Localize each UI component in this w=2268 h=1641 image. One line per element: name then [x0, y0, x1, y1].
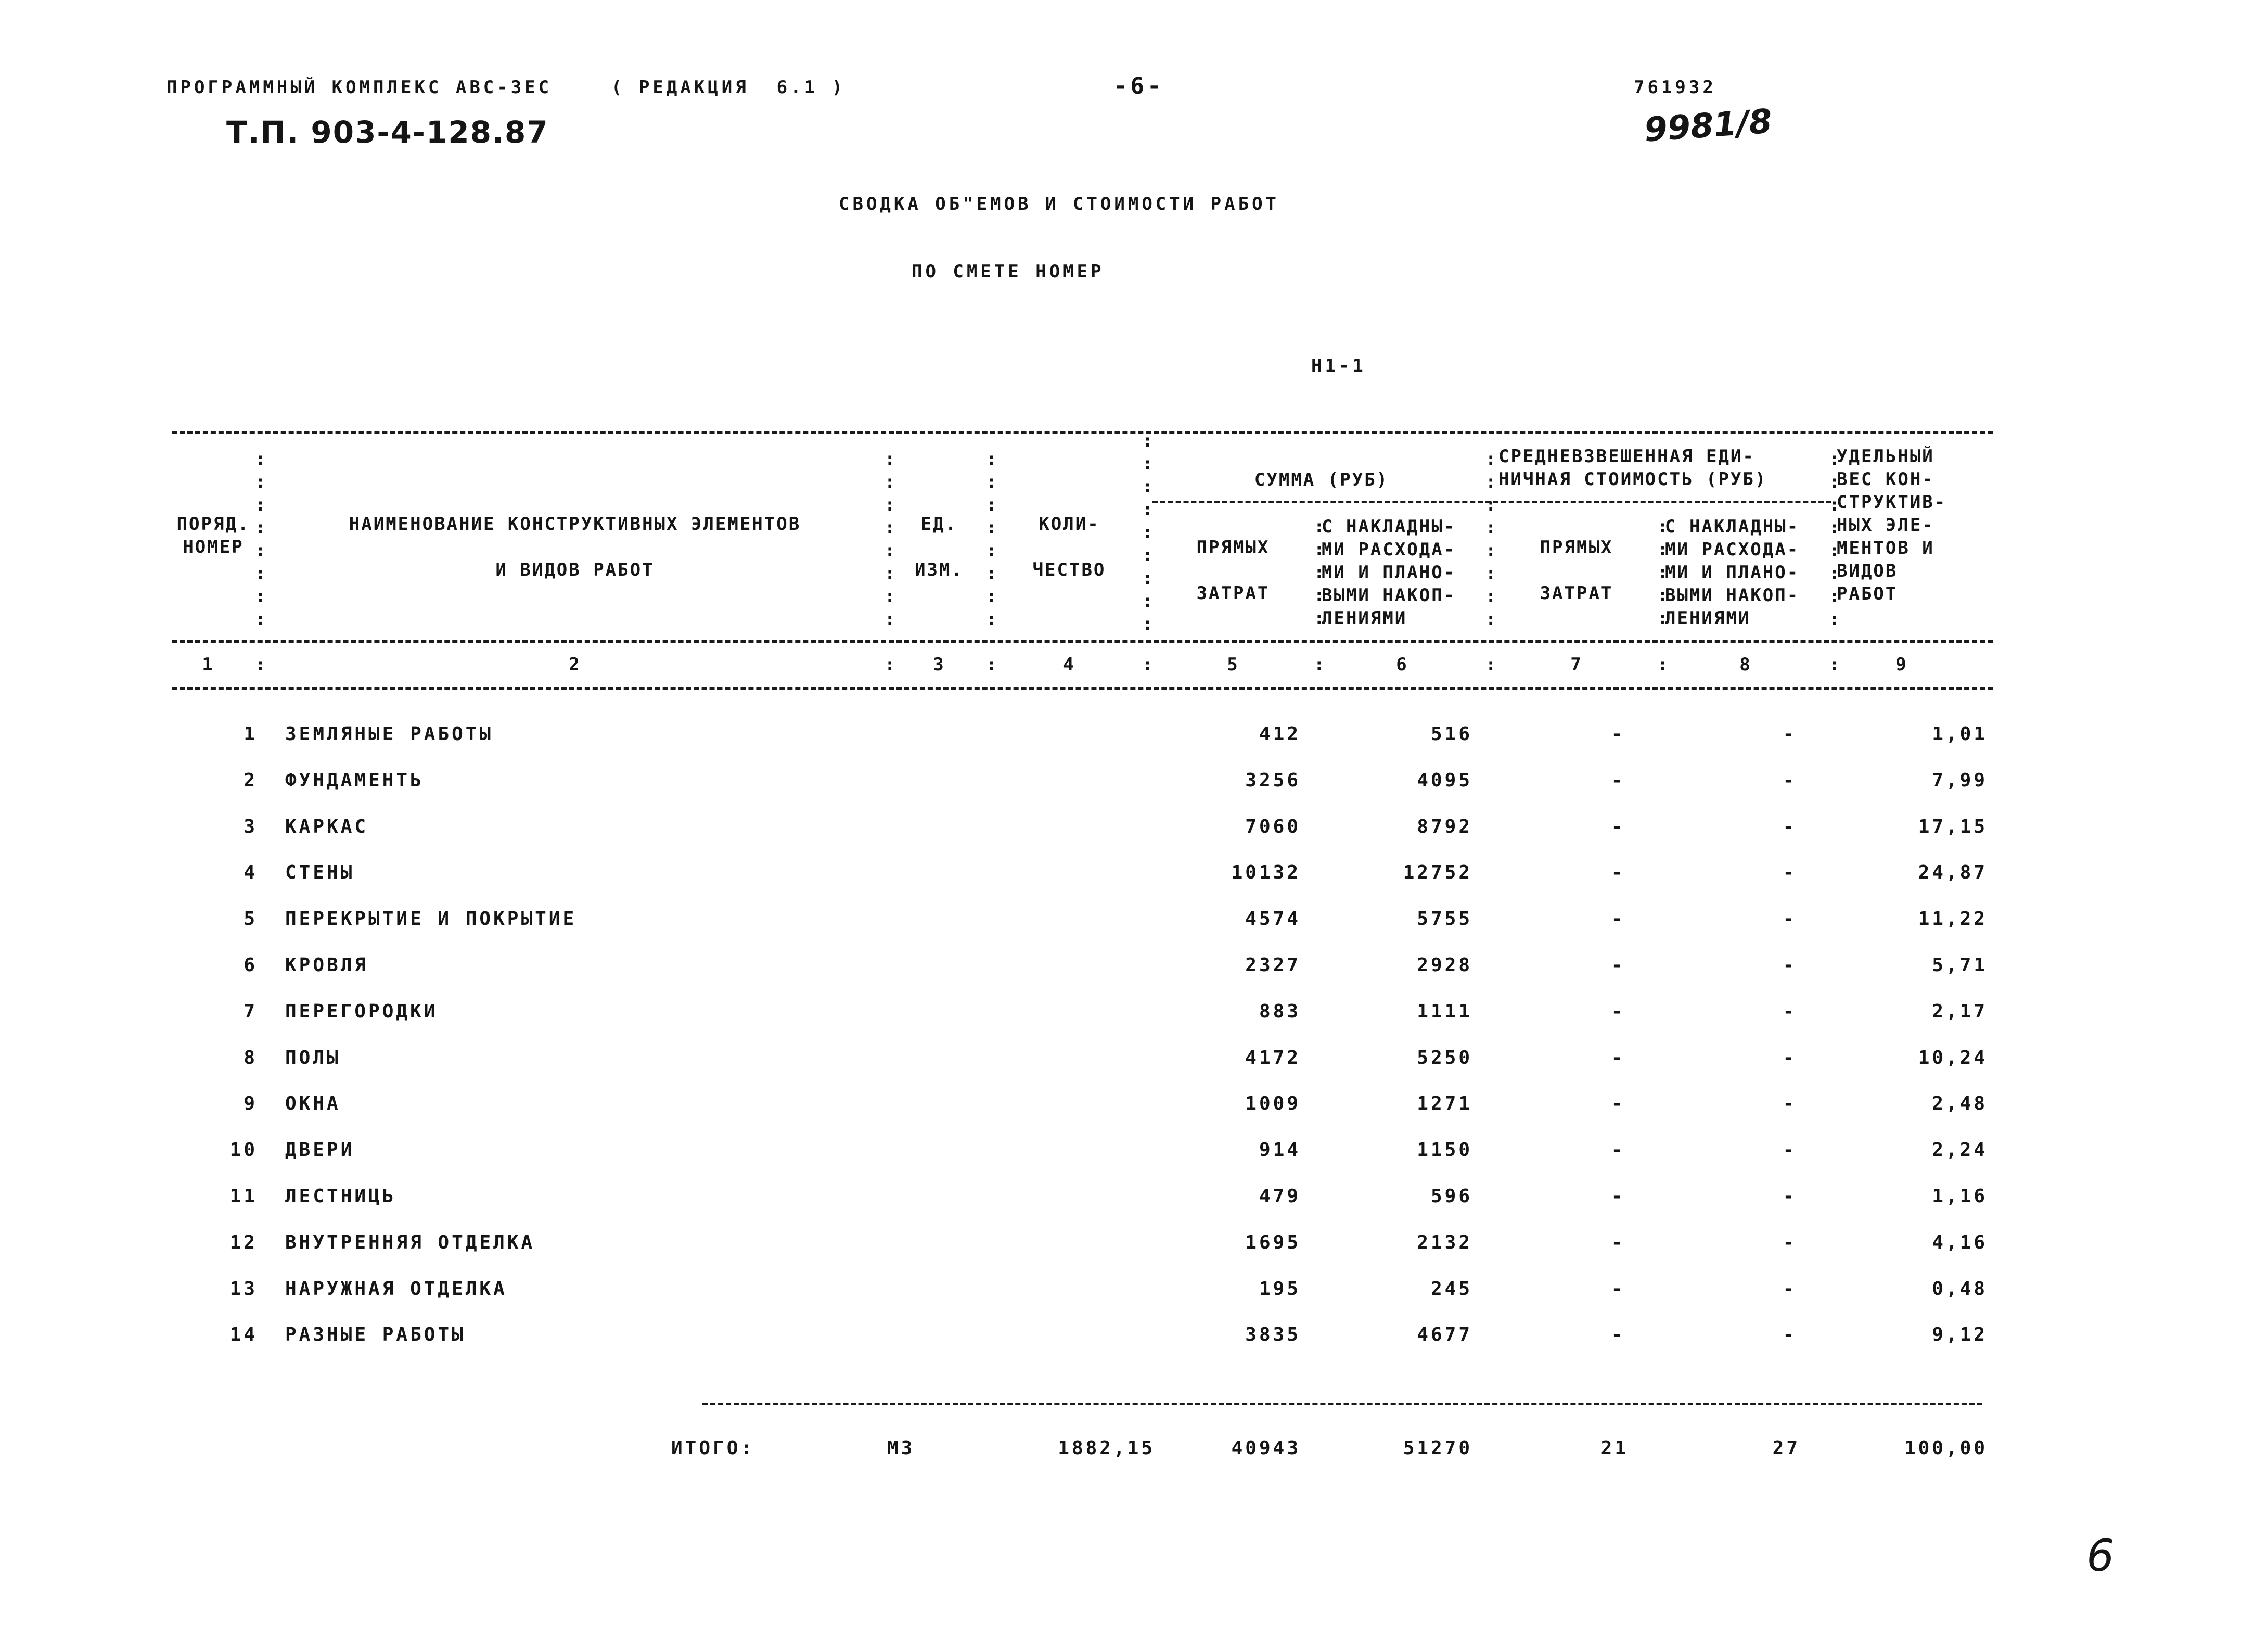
table-row	[0, 1186, 2268, 1217]
row-direct: 1695	[1245, 1232, 1301, 1253]
row-direct: 2327	[1245, 955, 1301, 976]
header-sum-group: СУММА (РУБ)	[1254, 469, 1389, 490]
header-avg-direct: ПРЯМЫХ ЗАТРАТ	[1540, 537, 1613, 604]
total-rule	[702, 1403, 1982, 1405]
row-direct: 3835	[1245, 1324, 1301, 1345]
total-quantity: 1882,15	[1058, 1438, 1155, 1459]
colnum-6: 6	[1396, 654, 1408, 675]
colnum-3: 3	[933, 654, 945, 675]
row-name: РАЗНЫЕ РАБОТЫ	[285, 1324, 466, 1345]
row-overhead: 4095	[1417, 770, 1472, 791]
group-sum-rule	[1152, 501, 1491, 503]
row-avg-overhead: -	[1783, 1278, 1797, 1300]
row-number: 12	[229, 1232, 258, 1253]
total-direct: 40943	[1231, 1438, 1301, 1459]
page-mark: -6-	[1113, 73, 1164, 99]
row-overhead: 2132	[1417, 1232, 1472, 1253]
row-name: ФУНДАМЕНТЬ	[285, 770, 424, 791]
row-direct: 412	[1259, 723, 1301, 745]
row-direct: 3256	[1245, 770, 1301, 791]
divider-7: : : : : :	[1657, 516, 1668, 629]
row-direct: 195	[1259, 1278, 1301, 1300]
row-avg-direct: -	[1611, 723, 1625, 745]
row-overhead: 1150	[1417, 1139, 1472, 1161]
row-share: 11,22	[1918, 908, 1988, 930]
table-row	[0, 1324, 2268, 1355]
row-avg-overhead: -	[1783, 908, 1797, 930]
row-name: КАРКАС	[285, 816, 369, 837]
header-bottom-rule	[172, 640, 1993, 643]
row-direct: 883	[1259, 1001, 1301, 1022]
row-name: НАРУЖНАЯ ОТДЕЛКА	[285, 1278, 507, 1300]
divider-4: : : : : : : : : :	[1142, 430, 1153, 634]
total-unit: М3	[887, 1438, 915, 1459]
row-number: 4	[244, 862, 258, 883]
row-number: 8	[244, 1047, 258, 1068]
row-overhead: 8792	[1417, 816, 1472, 837]
row-avg-direct: -	[1611, 1001, 1625, 1022]
table-row	[0, 862, 2268, 893]
table-row	[0, 816, 2268, 847]
row-share: 1,16	[1932, 1186, 1988, 1207]
row-name: ПОЛЫ	[285, 1047, 341, 1068]
row-name: ВНУТРЕННЯЯ ОТДЕЛКА	[285, 1232, 535, 1253]
colnum-1: 1	[202, 654, 214, 675]
row-overhead: 1271	[1417, 1093, 1472, 1114]
row-avg-direct: -	[1611, 1093, 1625, 1114]
row-direct: 7060	[1245, 816, 1301, 837]
table-row	[0, 955, 2268, 986]
row-direct: 479	[1259, 1186, 1301, 1207]
row-name: ЛЕСТНИЦЬ	[285, 1186, 396, 1207]
header-quantity: КОЛИ- ЧЕСТВО	[1032, 514, 1106, 580]
table-row	[0, 908, 2268, 939]
row-avg-overhead: -	[1783, 1093, 1797, 1114]
row-avg-direct: -	[1611, 770, 1625, 791]
table-row	[0, 1139, 2268, 1171]
divider-6: : : : : : : : :	[1485, 449, 1496, 630]
row-direct: 4172	[1245, 1047, 1301, 1068]
header-unit: ЕД. ИЗМ.	[915, 514, 964, 580]
title-estimate: ПО СМЕТЕ НОМЕР	[912, 261, 1105, 282]
row-overhead: 12752	[1403, 862, 1472, 883]
total-avg-direct: 21	[1600, 1438, 1629, 1459]
header-order-number: ПОРЯД. НОМЕР	[176, 514, 250, 557]
header-avg-overhead: С НАКЛАДНЫ- МИ РАСХОДА- МИ И ПЛАНО- ВЫМИ НАКОП- ЛЕНИЯМИ	[1665, 516, 1800, 629]
row-avg-direct: -	[1611, 908, 1625, 930]
row-number: 11	[229, 1186, 258, 1207]
row-avg-overhead: -	[1783, 1324, 1797, 1345]
total-overhead: 51270	[1403, 1438, 1472, 1459]
row-number: 1	[244, 723, 258, 745]
table-row	[0, 1278, 2268, 1309]
row-avg-direct: -	[1611, 1047, 1625, 1068]
row-overhead: 245	[1430, 1278, 1472, 1300]
table-row	[0, 723, 2268, 755]
colnum-8: 8	[1739, 654, 1752, 675]
table-row	[0, 1093, 2268, 1124]
doc-number: Т.П. 903-4-128.87	[226, 115, 549, 150]
total-share: 100,00	[1904, 1438, 1988, 1459]
row-direct: 1009	[1245, 1093, 1301, 1114]
header-element-name: НАИМЕНОВАНИЕ КОНСТРУКТИВНЫХ ЭЛЕМЕНТОВ И ВИДОВ РАБОТ	[349, 514, 801, 580]
row-number: 5	[244, 908, 258, 930]
row-avg-direct: -	[1611, 1186, 1625, 1207]
row-number: 10	[229, 1139, 258, 1161]
row-share: 1,01	[1932, 723, 1988, 745]
table-row	[0, 770, 2268, 801]
row-avg-direct: -	[1611, 1324, 1625, 1345]
colnum-7: 7	[1570, 654, 1583, 675]
row-number: 13	[229, 1278, 258, 1300]
row-overhead: 596	[1430, 1186, 1472, 1207]
header-sum-overhead: С НАКЛАДНЫ- МИ РАСХОДА- МИ И ПЛАНО- ВЫМИ НАКОП- ЛЕНИЯМИ	[1322, 516, 1456, 629]
row-name: ПЕРЕГОРОДКИ	[285, 1001, 438, 1022]
row-number: 14	[229, 1324, 258, 1345]
table-row	[0, 1047, 2268, 1078]
divider-8: : : : : : : : :	[1829, 449, 1840, 630]
divider-5: : : : : :	[1314, 516, 1325, 629]
total-label: ИТОГО:	[671, 1438, 755, 1459]
row-direct: 10132	[1231, 862, 1301, 883]
row-share: 5,71	[1932, 955, 1988, 976]
row-name: ДВЕРИ	[285, 1139, 355, 1161]
header-sum-direct: ПРЯМЫХ ЗАТРАТ	[1196, 537, 1270, 604]
header-avg-group: СРЕДНЕВЗВЕШЕННАЯ ЕДИ- НИЧНАЯ СТОИМОСТЬ (РУБ)	[1498, 446, 1767, 490]
table-top-rule	[172, 431, 1993, 434]
row-share: 4,16	[1932, 1232, 1988, 1253]
row-share: 10,24	[1918, 1047, 1988, 1068]
row-avg-direct: -	[1611, 816, 1625, 837]
row-avg-overhead: -	[1783, 862, 1797, 883]
colnum-5: 5	[1227, 654, 1239, 675]
row-avg-overhead: -	[1783, 1232, 1797, 1253]
colnum-2: 2	[569, 654, 581, 675]
row-avg-overhead: -	[1783, 955, 1797, 976]
row-avg-overhead: -	[1783, 1001, 1797, 1022]
row-share: 2,17	[1932, 1001, 1988, 1022]
row-number: 7	[244, 1001, 258, 1022]
row-avg-direct: -	[1611, 1278, 1625, 1300]
row-name: КРОВЛЯ	[285, 955, 369, 976]
handwritten-page-number: 6	[2086, 1530, 2115, 1581]
row-overhead: 5755	[1417, 908, 1472, 930]
row-number: 9	[244, 1093, 258, 1114]
row-avg-overhead: -	[1783, 723, 1797, 745]
colnum-bottom-rule	[172, 687, 1993, 690]
row-number: 6	[244, 955, 258, 976]
row-share: 7,99	[1932, 770, 1988, 791]
row-number: 2	[244, 770, 258, 791]
colnum-9: 9	[1895, 654, 1908, 675]
divider-2: : : : : : : : :	[885, 449, 895, 630]
row-avg-overhead: -	[1783, 1047, 1797, 1068]
row-avg-overhead: -	[1783, 816, 1797, 837]
row-name: СТЕНЫ	[285, 862, 355, 883]
program-name: ПРОГРАММНЫЙ КОМПЛЕКС АВС-3ЕС	[166, 77, 553, 98]
code-number: 761932	[1634, 77, 1716, 98]
row-share: 17,15	[1918, 816, 1988, 837]
row-number: 3	[244, 816, 258, 837]
row-overhead: 1111	[1417, 1001, 1472, 1022]
table-row	[0, 1232, 2268, 1263]
row-share: 2,24	[1932, 1139, 1988, 1161]
row-name: ОКНА	[285, 1093, 341, 1114]
row-overhead: 516	[1430, 723, 1472, 745]
handwritten-number: 9981/8	[1643, 102, 1774, 150]
row-direct: 4574	[1245, 908, 1301, 930]
row-avg-direct: -	[1611, 862, 1625, 883]
row-avg-overhead: -	[1783, 1186, 1797, 1207]
colnum-4: 4	[1063, 654, 1075, 675]
row-direct: 914	[1259, 1139, 1301, 1161]
estimate-number: Н1-1	[1311, 355, 1366, 376]
group-avg-rule	[1493, 501, 1831, 503]
row-overhead: 4677	[1417, 1324, 1472, 1345]
row-avg-direct: -	[1611, 1232, 1625, 1253]
row-avg-direct: -	[1611, 955, 1625, 976]
row-share: 9,12	[1932, 1324, 1988, 1345]
header-share: УДЕЛЬНЫЙ ВЕС КОН- СТРУКТИВ- НЫХ ЭЛЕ- МЕНТОВ И ВИДОВ РАБОТ	[1837, 446, 1947, 604]
divider-1: : : : : : : : :	[255, 449, 266, 630]
row-share: 24,87	[1918, 862, 1988, 883]
title-summary: СВОДКА ОБ"ЕМОВ И СТОИМОСТИ РАБОТ	[839, 194, 1280, 214]
total-avg-overhead: 27	[1772, 1438, 1800, 1459]
row-name: ПЕРЕКРЫТИЕ И ПОКРЫТИЕ	[285, 908, 577, 930]
row-avg-overhead: -	[1783, 770, 1797, 791]
row-avg-direct: -	[1611, 1139, 1625, 1161]
edition: ( РЕДАКЦИЯ 6.1 )	[611, 77, 845, 98]
row-avg-overhead: -	[1783, 1139, 1797, 1161]
row-share: 0,48	[1932, 1278, 1988, 1300]
row-share: 2,48	[1932, 1093, 1988, 1114]
colnum-dividers: : : : : : : : :	[255, 654, 1840, 675]
row-name: ЗЕМЛЯНЫЕ РАБОТЫ	[285, 723, 494, 745]
table-row	[0, 1001, 2268, 1032]
row-overhead: 5250	[1417, 1047, 1472, 1068]
row-overhead: 2928	[1417, 955, 1472, 976]
divider-3: : : : : : : : :	[986, 449, 997, 630]
